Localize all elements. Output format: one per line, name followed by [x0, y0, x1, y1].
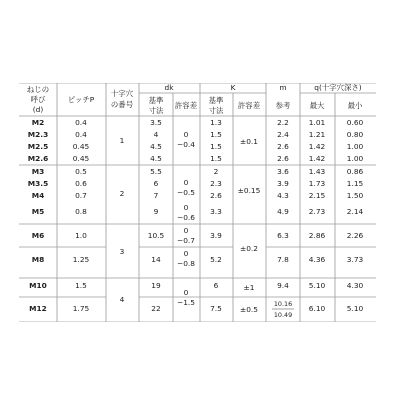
cell-pitch: 0.45 — [72, 142, 90, 151]
cell-k-base: 2 — [213, 167, 219, 176]
header-k-base-line2: 寸法 — [208, 106, 224, 115]
cell-q-max: 4.36 — [308, 255, 326, 264]
header-dk-base-line2: 寸法 — [148, 106, 164, 115]
cell-q-min: 0.80 — [346, 130, 364, 139]
cell-q-max: 1.21 — [308, 130, 326, 139]
cell-pitch: 0.6 — [75, 179, 87, 188]
cell-m-reference: 4.3 — [277, 191, 289, 200]
cell-dk-base: 4 — [153, 130, 159, 139]
cell-dk-base: 10.5 — [147, 231, 165, 240]
cross-number-2: 2 — [119, 189, 125, 198]
header-q-min: 最小 — [347, 101, 363, 110]
dk-tol-2-top: 0 — [183, 178, 189, 187]
k-tol-1: ±0.1 — [240, 137, 258, 146]
cell-dk-base: 19 — [151, 281, 161, 290]
cell-q-max: 2.15 — [308, 191, 326, 200]
cell-q-max: 6.10 — [308, 304, 326, 313]
cell-k-base: 7.5 — [210, 304, 222, 313]
header-dk-tolerance: 許容差 — [174, 101, 198, 110]
cell-m-reference: 2.4 — [277, 130, 289, 139]
dk-tol-4-top: 0 — [183, 226, 189, 235]
cell-pitch: 1.5 — [75, 281, 87, 290]
cell-nominal-d: M3.5 — [27, 179, 49, 188]
header-m-reference: 参考 — [275, 101, 291, 110]
header-d-line3: (d) — [32, 105, 44, 114]
table-row — [32, 207, 364, 216]
cell-q-max: 1.43 — [308, 167, 326, 176]
cell-q-min: 1.00 — [346, 142, 364, 151]
cell-q-min: 0.86 — [346, 167, 364, 176]
cell-dk-base: 3.5 — [150, 118, 162, 127]
cell-k-base: 1.5 — [210, 130, 222, 139]
dk-tol-2-bottom: −0.5 — [177, 188, 195, 197]
cell-pitch: 0.5 — [75, 167, 87, 176]
cell-q-min: 0.60 — [346, 118, 364, 127]
header-cross-line2: の番号 — [110, 100, 134, 109]
cross-number-4: 4 — [119, 295, 125, 304]
cell-dk-base: 6 — [153, 179, 159, 188]
cell-k-base: 1.5 — [210, 154, 222, 163]
cell-dk-base: 4.5 — [150, 142, 162, 151]
dk-tol-6-top: 0 — [183, 288, 189, 297]
table-row — [32, 118, 364, 127]
header-k-base-line1: 基準 — [208, 96, 224, 105]
cell-nominal-d: M2 — [31, 118, 45, 127]
cell-pitch: 0.4 — [75, 130, 87, 139]
table-row — [32, 231, 364, 240]
cell-k-base: 6 — [213, 281, 219, 290]
table-row — [29, 281, 363, 290]
cell-nominal-d: M10 — [29, 281, 47, 290]
table-row — [32, 191, 364, 200]
cell-k-base: 2.3 — [210, 179, 222, 188]
cell-q-max: 1.42 — [308, 142, 326, 151]
screw-spec-table — [19, 83, 376, 322]
k-tol-3: ±0.2 — [240, 244, 258, 253]
dk-tol-3-bottom: −0.6 — [177, 213, 195, 222]
cell-k-base: 1.5 — [210, 142, 222, 151]
cell-nominal-d: M8 — [31, 255, 45, 264]
table-row — [32, 167, 364, 176]
cell-nominal-d: M12 — [29, 304, 47, 313]
table-body — [28, 118, 364, 319]
cell-k-base: 5.2 — [210, 255, 222, 264]
cell-dk-base: 9 — [153, 207, 159, 216]
cell-m-reference-line1: 10.16 — [273, 300, 293, 308]
header-k-tolerance: 許容差 — [237, 101, 261, 110]
cell-q-min: 1.50 — [346, 191, 364, 200]
table-row — [28, 130, 364, 139]
dk-tol-5-bottom: −0.8 — [177, 259, 195, 268]
dk-tol-3-top: 0 — [183, 203, 189, 212]
dk-tol-1-bottom: −0.4 — [177, 140, 195, 149]
cell-nominal-d: M2.6 — [27, 154, 49, 163]
header-q: q(十字穴深さ) — [314, 83, 362, 92]
cell-q-max: 1.42 — [308, 154, 326, 163]
cell-m-reference: 2.6 — [277, 142, 289, 151]
cell-nominal-d: M2.5 — [27, 142, 49, 151]
merged-cells — [120, 130, 261, 314]
header-k: K — [230, 83, 236, 92]
cell-q-max: 1.01 — [308, 118, 326, 127]
cell-m-reference: 3.9 — [277, 179, 289, 188]
cell-dk-base: 5.5 — [150, 167, 162, 176]
dk-tol-1-top: 0 — [183, 130, 189, 139]
cell-nominal-d: M4 — [31, 191, 45, 200]
cell-k-base: 3.3 — [210, 207, 222, 216]
cell-q-max: 1.73 — [308, 179, 326, 188]
cell-dk-base: 22 — [151, 304, 161, 313]
cell-q-max: 2.86 — [308, 231, 326, 240]
cell-q-max: 2.73 — [308, 207, 326, 216]
cross-number-3: 3 — [119, 247, 125, 256]
header-m: m — [279, 83, 287, 92]
cell-pitch: 0.4 — [75, 118, 87, 127]
cell-m-reference: 9.4 — [277, 281, 289, 290]
k-tol-2: ±0.15 — [237, 186, 261, 195]
cell-q-min: 5.10 — [346, 304, 364, 313]
cell-pitch: 1.0 — [75, 231, 87, 240]
cell-m-reference: 2.2 — [277, 118, 289, 127]
header-dk-base-line1: 基準 — [148, 96, 164, 105]
k-tol-4: ±1 — [243, 283, 255, 292]
cell-pitch: 0.45 — [72, 154, 90, 163]
dk-tol-4-bottom: −0.7 — [177, 236, 195, 245]
cell-pitch: 0.7 — [75, 191, 87, 200]
table-row — [28, 179, 364, 188]
cell-m-reference-line2: 10.49 — [273, 311, 293, 319]
cell-q-max: 5.10 — [308, 281, 326, 290]
cell-m-reference: 3.6 — [277, 167, 289, 176]
cell-q-min: 2.14 — [346, 207, 364, 216]
cell-m-reference: 7.8 — [277, 255, 289, 264]
cell-pitch: 0.8 — [75, 207, 87, 216]
k-tol-5: ±0.5 — [240, 305, 258, 314]
cell-dk-base: 14 — [151, 255, 161, 264]
header-d-line1: ねじの — [26, 85, 50, 94]
header-dk: dk — [164, 83, 174, 92]
cell-nominal-d: M3 — [31, 167, 45, 176]
cell-pitch: 1.75 — [72, 304, 90, 313]
cell-dk-base: 4.5 — [150, 154, 162, 163]
cell-q-min: 1.00 — [346, 154, 364, 163]
table-header — [27, 83, 363, 115]
dk-tol-6-bottom: −1.5 — [177, 298, 195, 307]
cell-nominal-d: M5 — [31, 207, 45, 216]
cell-pitch: 1.25 — [72, 255, 90, 264]
table-row — [28, 142, 364, 151]
header-q-max: 最大 — [309, 101, 325, 110]
cell-k-base: 3.9 — [210, 231, 222, 240]
table-row — [28, 154, 364, 163]
header-d-line2: 呼び — [30, 95, 46, 104]
cell-m-reference: 2.6 — [277, 154, 289, 163]
cross-number-1: 1 — [119, 136, 125, 145]
cell-k-base: 1.3 — [210, 118, 222, 127]
cell-k-base: 2.6 — [210, 191, 222, 200]
cell-dk-base: 7 — [153, 191, 159, 200]
dk-tol-5-top: 0 — [183, 249, 189, 258]
table-row — [32, 255, 364, 264]
cell-m-reference: 6.3 — [277, 231, 289, 240]
cell-nominal-d: M2.3 — [27, 130, 49, 139]
cell-m-reference: 4.9 — [277, 207, 289, 216]
cell-q-min: 2.26 — [346, 231, 364, 240]
cell-nominal-d: M6 — [31, 231, 45, 240]
cell-q-min: 3.73 — [346, 255, 364, 264]
cell-q-min: 4.30 — [346, 281, 364, 290]
header-pitch: ピッチP — [67, 95, 95, 104]
cell-q-min: 1.15 — [346, 179, 364, 188]
header-cross-line1: 十字穴 — [110, 89, 134, 98]
table-row — [29, 300, 363, 319]
